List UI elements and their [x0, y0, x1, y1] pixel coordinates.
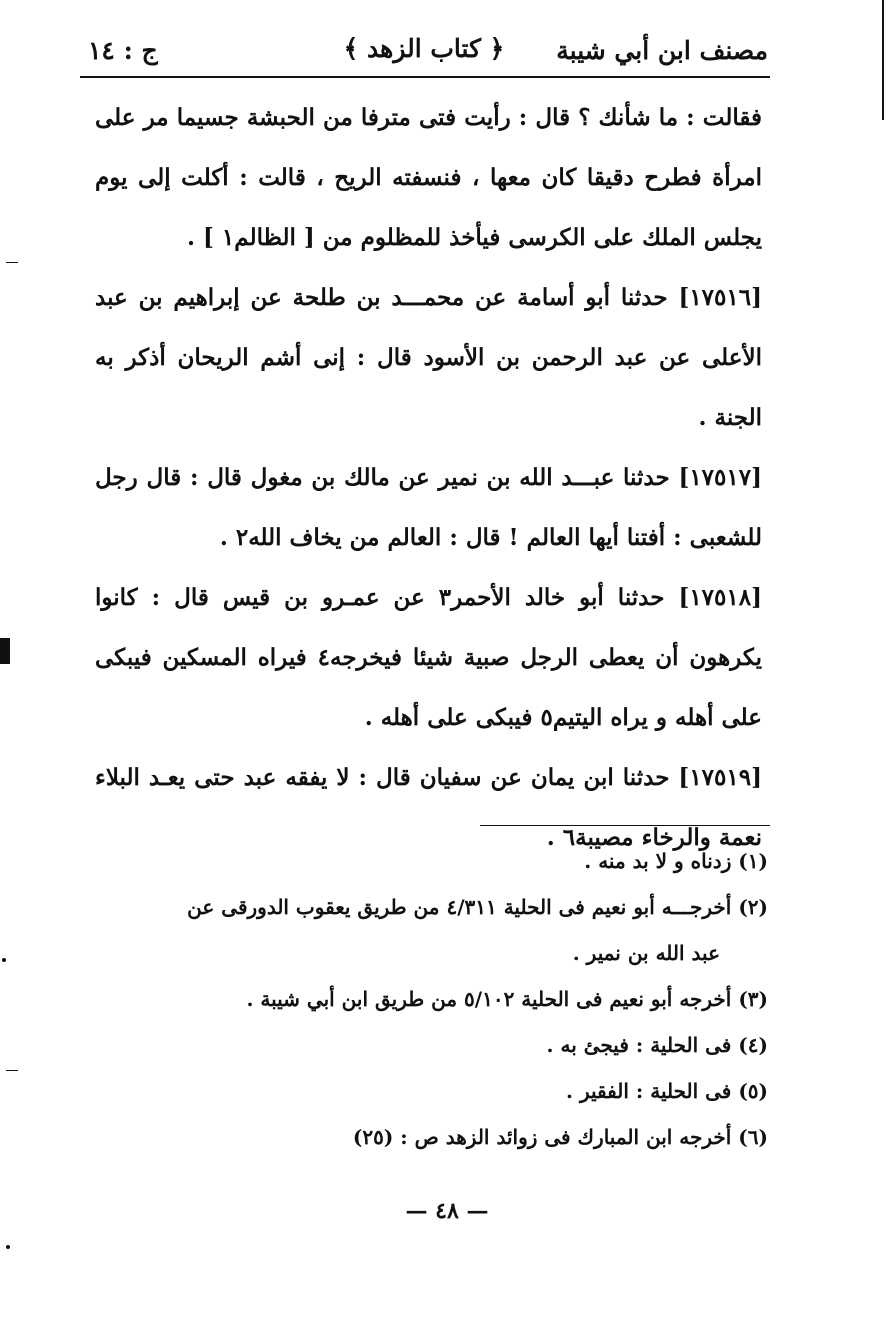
scan-mark	[0, 638, 10, 664]
paragraph: فقالت : ما شأنك ؟ قال : رأيت فتى مترفا من الحبشة جسيما مر على امرأة فطرح دقيقا كان معها ، فنسفته الريح ، قالت : أكلت إلى يوم يجلس الملك على الكرسى فيأخذ للمظلوم من [ الظالم١ ] .	[95, 104, 762, 251]
scan-tick	[6, 1070, 18, 1071]
page-number: — ٤٨ —	[405, 1198, 489, 1224]
section-title: ﴿ كتاب الزهد ﴾	[343, 34, 505, 63]
paragraph: [١٧٥١٨] حدثنا أبو خالد الأحمر٣ عن عمـرو بن قيس قال : كانوا يكرهون أن يعطى الرجل صبية شيئا فيخرجه٤ فيراه المسكين فيبكى على أهله و يراه اليتيم٥ فيبكى على أهله .	[95, 584, 763, 731]
footnote: (٢) أخرجـــه أبو نعيم فى الحلية ٤/٣١١ من طريق يعقوب الدورقى عن	[187, 895, 768, 919]
paragraph: [١٧٥١٧] حدثنا عبـــد الله بن نمير عن مالك بن مغول قال : قال رجل للشعبى : أفتنا أيها العالم ! قال : العالم من يخاف الله٢ .	[95, 464, 762, 551]
scan-speck	[6, 1245, 10, 1249]
page-header	[80, 28, 768, 78]
footnote: (٣) أخرجه أبو نعيم فى الحلية ٥/١٠٢ من طريق ابن أبي شيبة .	[246, 987, 768, 1011]
footnote-separator	[480, 825, 770, 826]
footnote: (٥) فى الحلية : الفقير .	[566, 1079, 768, 1103]
main-text	[95, 88, 762, 868]
paragraph: [١٧٥١٦] حدثنا أبو أسامة عن محمـــد بن طلحة عن إبراهيم بن عبد الأعلى عن عبد الرحمن بن الأسود قال : إنى أشم الريحان أذكر به الجنة .	[95, 284, 762, 431]
footnote: (١) زدناه و لا بد منه .	[584, 849, 768, 873]
footnote: (٦) أخرجه ابن المبارك فى زوائد الزهد ص : (٢٥)	[352, 1125, 768, 1149]
scan-speck	[2, 958, 6, 962]
paragraph: [١٧٥١٩] حدثنا ابن يمان عن سفيان قال : لا يفقه عبد حتى يعـد البلاء نعمة والرخاء مصيبة٦ .	[95, 764, 762, 851]
footnote: (٤) فى الحلية : فيجئ به .	[546, 1033, 768, 1057]
volume-label: ج : ١٤	[88, 36, 158, 65]
page-edge-line	[882, 0, 894, 120]
footnotes	[100, 838, 768, 1160]
header-rule	[80, 76, 770, 78]
footnote-continuation: عبد الله بن نمير .	[572, 941, 720, 965]
scan-tick	[6, 262, 18, 263]
book-title: مصنف ابن أبي شيبة	[556, 36, 768, 65]
